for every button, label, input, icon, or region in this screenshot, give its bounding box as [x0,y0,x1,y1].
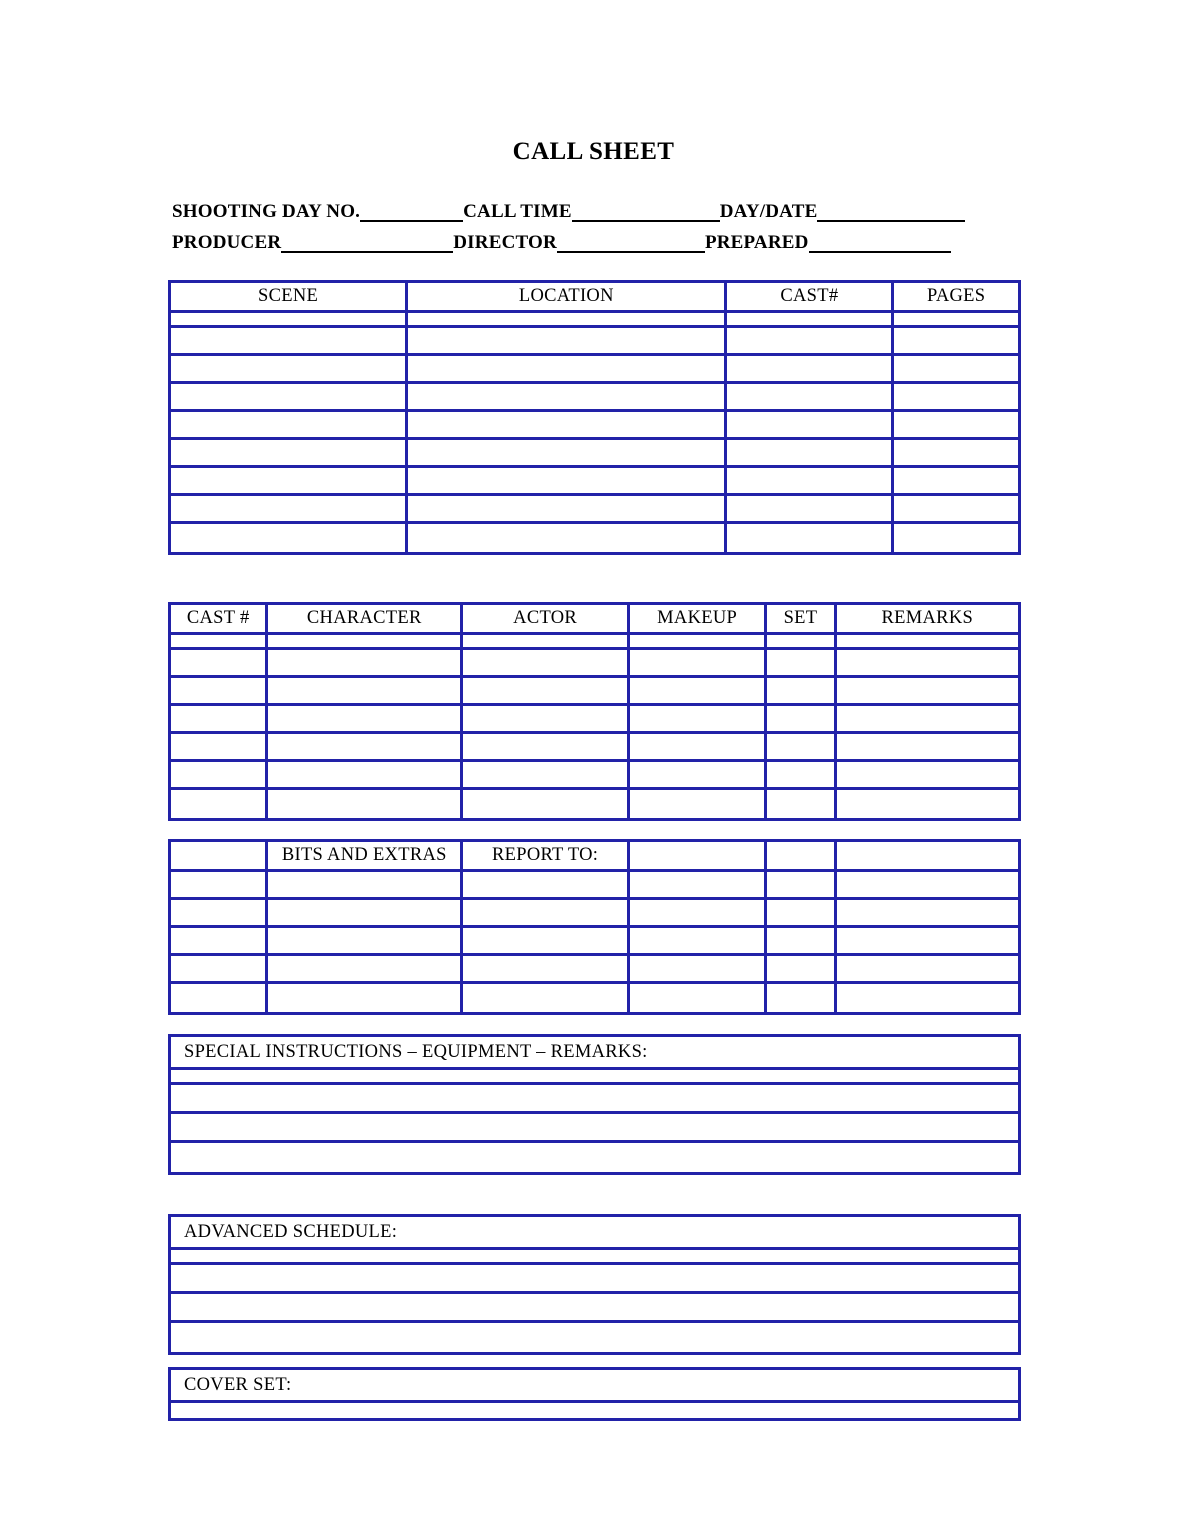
table-header-row [171,605,1018,635]
page-title: CALL SHEET [512,138,675,165]
special-instructions-input[interactable] [171,1085,1018,1111]
extras-table [168,839,1021,1015]
advanced-schedule-label: ADVANCED SCHEDULE: [184,1221,398,1242]
column-header-bits-and-extras: BITS AND EXTRAS [268,842,463,869]
column-header-report-to: REPORT TO: [463,842,630,869]
cell-location[interactable] [408,440,727,465]
cell-scene[interactable] [171,313,408,325]
cell-location[interactable] [408,313,727,325]
table-row[interactable] [171,734,1018,762]
field-day-date[interactable] [817,201,965,222]
cell-blank-1[interactable] [171,928,268,953]
cell-remarks[interactable] [837,734,1018,759]
cell-set[interactable] [767,762,836,787]
field-producer[interactable] [281,232,453,253]
cell-blank-4[interactable] [837,984,1018,1012]
advanced-schedule-section [168,1214,1021,1355]
table-row[interactable] [171,872,1018,900]
cell-location[interactable] [408,384,727,409]
cell-character[interactable] [268,678,463,703]
cell-makeup[interactable] [630,635,767,647]
cell-cast-number[interactable] [727,496,894,521]
table-row[interactable] [171,440,1018,468]
cell-makeup[interactable] [630,650,767,675]
advanced-schedule-input[interactable] [171,1250,1018,1262]
cell-blank-2[interactable] [630,928,767,953]
table-row[interactable] [171,762,1018,790]
cell-remarks[interactable] [837,650,1018,675]
table-row[interactable] [171,984,1018,1012]
cell-scene[interactable] [171,468,408,493]
table-row[interactable] [171,706,1018,734]
cell-blank-4[interactable] [837,900,1018,925]
special-instructions-section [168,1034,1021,1175]
cell-cast-number[interactable] [171,790,268,818]
cover-set-line[interactable] [171,1403,1018,1418]
cell-scene[interactable] [171,356,408,381]
advanced-schedule-input[interactable] [171,1294,1018,1320]
column-header-blank-3 [767,842,836,869]
cell-blank-4[interactable] [837,928,1018,953]
cell-blank-3[interactable] [767,984,836,1012]
table-row[interactable] [171,790,1018,818]
table-row[interactable] [171,900,1018,928]
cell-actor[interactable] [463,734,630,759]
cell-pages[interactable] [894,496,1018,521]
cell-actor[interactable] [463,635,630,647]
cell-bits-and-extras[interactable] [268,900,463,925]
table-row[interactable] [171,412,1018,440]
header-row-1 [172,192,1022,223]
cell-cast-number[interactable] [727,412,894,437]
cell-pages[interactable] [894,313,1018,325]
cell-scene[interactable] [171,496,408,521]
cell-remarks[interactable] [837,762,1018,787]
table-row[interactable] [171,496,1018,524]
cell-scene[interactable] [171,328,408,353]
cell-bits-and-extras[interactable] [268,956,463,981]
field-director[interactable] [557,232,705,253]
cell-makeup[interactable] [630,734,767,759]
column-header-set: SET [767,605,836,632]
cover-set-header-row [171,1370,1018,1403]
special-instructions-input[interactable] [171,1143,1018,1172]
label-producer: PRODUCER [172,232,282,253]
label-call-time: CALL TIME [463,201,572,222]
cell-report-to[interactable] [463,984,630,1012]
cell-pages[interactable] [894,440,1018,465]
cell-makeup[interactable] [630,706,767,731]
label-day-date: DAY/DATE [719,201,818,222]
cell-scene[interactable] [171,412,408,437]
advanced-schedule-line[interactable] [171,1294,1018,1323]
table-header-row [171,842,1018,872]
cell-remarks[interactable] [837,706,1018,731]
cell-blank-3[interactable] [767,928,836,953]
table-row[interactable] [171,384,1018,412]
cell-character[interactable] [268,635,463,647]
column-header-actor: ACTOR [463,605,630,632]
special-instructions-input[interactable] [171,1070,1018,1082]
cell-cast-number[interactable] [171,635,268,647]
header-row-2 [172,223,1022,254]
table-row[interactable] [171,956,1018,984]
cell-pages[interactable] [894,356,1018,381]
column-header-blank-1 [171,842,268,869]
cell-set[interactable] [767,678,836,703]
cell-pages[interactable] [894,412,1018,437]
table-row[interactable] [171,928,1018,956]
special-instructions-line[interactable] [171,1070,1018,1085]
field-shooting-day-no[interactable] [360,201,463,222]
cell-scene[interactable] [171,440,408,465]
cell-actor[interactable] [463,678,630,703]
cell-cast-number[interactable] [727,468,894,493]
cell-report-to[interactable] [463,900,630,925]
cell-scene[interactable] [171,524,408,552]
cell-pages[interactable] [894,328,1018,353]
special-instructions-input[interactable] [171,1114,1018,1140]
column-header-pages: PAGES [926,286,986,306]
label-prepared: PREPARED [704,232,809,253]
cell-cast-number[interactable] [171,734,268,759]
table-header-row [171,283,1018,313]
cell-blank-2[interactable] [630,984,767,1012]
cell-pages[interactable] [894,524,1018,552]
cell-character[interactable] [268,706,463,731]
cell-remarks[interactable] [837,790,1018,818]
column-header-remarks: REMARKS [881,608,974,628]
special-instructions-line[interactable] [171,1143,1018,1172]
cell-actor[interactable] [463,706,630,731]
advanced-schedule-line[interactable] [171,1323,1018,1352]
scene-table [168,280,1021,555]
cell-blank-4[interactable] [837,872,1018,897]
cell-location[interactable] [408,468,727,493]
cell-actor[interactable] [463,650,630,675]
cell-set[interactable] [767,734,836,759]
cell-actor[interactable] [463,790,630,818]
cover-set-input[interactable] [171,1403,1018,1418]
cell-character[interactable] [268,650,463,675]
column-header-blank-2 [630,842,767,869]
column-header-cast-number: CAST# [727,283,894,310]
cell-blank-1[interactable] [171,984,268,1012]
cell-report-to[interactable] [463,956,630,981]
cell-cast-number[interactable] [171,762,268,787]
cell-blank-3[interactable] [767,872,836,897]
cell-cast-number[interactable] [727,440,894,465]
cell-cast-number[interactable] [727,313,894,325]
cover-set-section [168,1367,1021,1421]
cell-scene[interactable] [171,384,408,409]
cover-set-label: COVER SET: [184,1374,292,1395]
header-fields [172,192,1022,254]
table-row[interactable] [171,635,1018,650]
cell-makeup[interactable] [630,678,767,703]
column-header-blank-4 [837,842,1018,869]
cell-blank-2[interactable] [630,900,767,925]
table-row[interactable] [171,524,1018,552]
cell-character[interactable] [268,762,463,787]
cell-blank-3[interactable] [767,900,836,925]
cell-bits-and-extras[interactable] [268,928,463,953]
special-instructions-line[interactable] [171,1085,1018,1114]
advanced-schedule-input[interactable] [171,1265,1018,1291]
cell-makeup[interactable] [630,790,767,818]
special-instructions-line[interactable] [171,1114,1018,1143]
column-header-location: LOCATION [408,283,727,310]
cell-blank-1[interactable] [171,956,268,981]
cell-blank-3[interactable] [767,956,836,981]
cell-blank-1[interactable] [171,872,268,897]
advanced-schedule-header-row [171,1217,1018,1250]
cell-location[interactable] [408,412,727,437]
table-row[interactable] [171,650,1018,678]
cell-location[interactable] [408,356,727,381]
cell-bits-and-extras[interactable] [268,984,463,1012]
cell-cast-number[interactable] [727,384,894,409]
cell-character[interactable] [268,790,463,818]
cell-actor[interactable] [463,762,630,787]
cell-location[interactable] [408,328,727,353]
column-header-cast-number: CAST # [171,605,268,632]
cell-pages[interactable] [894,384,1018,409]
cell-blank-1[interactable] [171,900,268,925]
table-row[interactable] [171,356,1018,384]
label-director: DIRECTOR [453,232,557,253]
advanced-schedule-line[interactable] [171,1250,1018,1265]
cell-report-to[interactable] [463,872,630,897]
table-row[interactable] [171,313,1018,328]
cell-report-to[interactable] [463,928,630,953]
cell-cast-number[interactable] [171,706,268,731]
label-shooting-day-no: SHOOTING DAY NO. [172,201,361,222]
column-header-scene: SCENE [171,283,408,310]
cast-table [168,602,1021,821]
field-call-time[interactable] [572,201,720,222]
cell-blank-4[interactable] [837,956,1018,981]
cell-set[interactable] [767,706,836,731]
advanced-schedule-line[interactable] [171,1265,1018,1294]
advanced-schedule-input[interactable] [171,1323,1018,1352]
cell-bits-and-extras[interactable] [268,872,463,897]
cell-makeup[interactable] [630,762,767,787]
special-instructions-header-row [171,1037,1018,1070]
cell-blank-2[interactable] [630,872,767,897]
cell-pages[interactable] [894,468,1018,493]
special-instructions-label: SPECIAL INSTRUCTIONS – EQUIPMENT – REMARKS: [184,1041,648,1062]
cell-remarks[interactable] [837,635,1018,647]
cell-cast-number[interactable] [727,328,894,353]
table-row[interactable] [171,678,1018,706]
table-row[interactable] [171,468,1018,496]
column-header-makeup: MAKEUP [630,605,767,632]
cell-character[interactable] [268,734,463,759]
cell-cast-number[interactable] [171,650,268,675]
table-row[interactable] [171,328,1018,356]
cell-location[interactable] [408,496,727,521]
cell-set[interactable] [767,635,836,647]
cell-cast-number[interactable] [727,524,894,552]
column-header-character: CHARACTER [268,605,463,632]
cell-cast-number[interactable] [727,356,894,381]
cell-blank-2[interactable] [630,956,767,981]
cell-location[interactable] [408,524,727,552]
field-prepared[interactable] [809,232,951,253]
cell-set[interactable] [767,650,836,675]
cell-remarks[interactable] [837,678,1018,703]
cell-set[interactable] [767,790,836,818]
cell-cast-number[interactable] [171,678,268,703]
